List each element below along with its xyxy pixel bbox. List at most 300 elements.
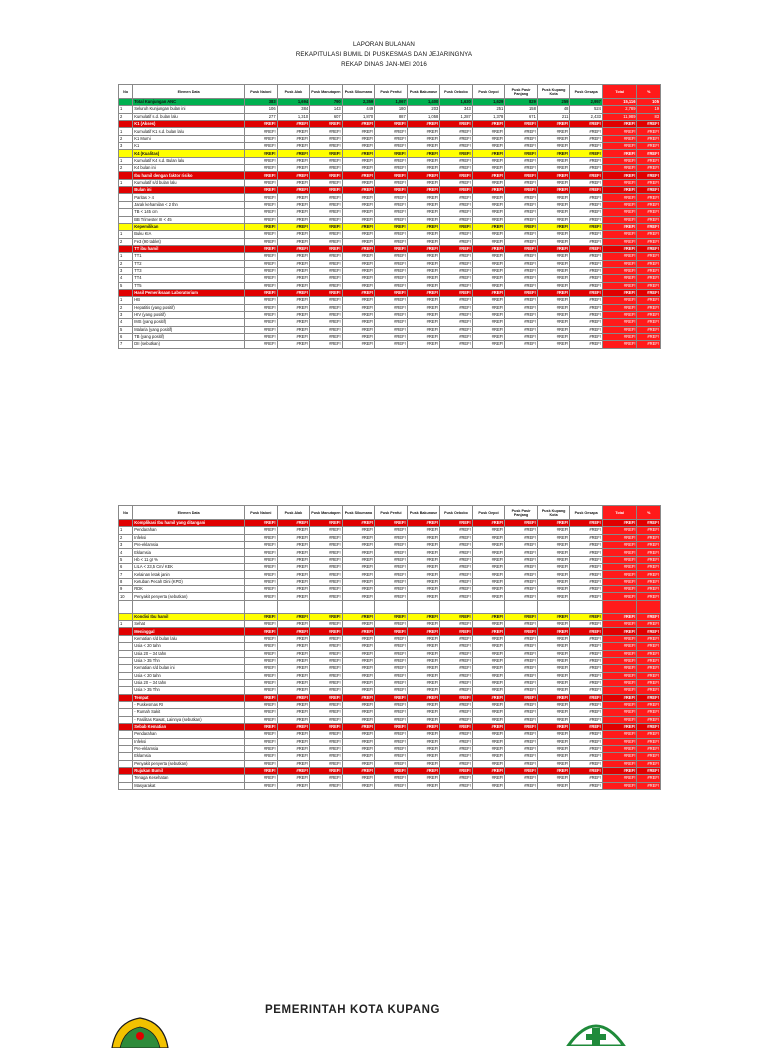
row-label: BB Trimester III < 45 <box>133 216 245 223</box>
cell-total: #REF! <box>602 549 637 556</box>
cell-percent: #REF! <box>637 768 661 775</box>
cell-total: 15,116 <box>602 99 637 106</box>
cell-pusk-oesapa: #REF! <box>570 672 603 679</box>
cell-pusk-manutapen: #REF! <box>310 738 343 745</box>
cell-pusk-oepoi: #REF! <box>472 282 505 289</box>
cell-pusk-sikumana: 2,359 <box>342 99 375 106</box>
cell-pusk-oesapa: #REF! <box>570 701 603 708</box>
cell-pusk-oesapa: #REF! <box>570 782 603 789</box>
cell-total: #REF! <box>602 775 637 782</box>
row-label: - Puskesmas RI <box>133 701 245 708</box>
cell-pusk-manutapen: #REF! <box>310 245 343 252</box>
cell-pusk-oepoi: #REF! <box>472 289 505 296</box>
cell-pusk-oesapa: #REF! <box>570 613 603 620</box>
row-number: 1 <box>119 157 133 164</box>
cell-percent: #REF! <box>637 694 661 701</box>
cell-pusk-bakunase: #REF! <box>407 201 440 208</box>
cell-percent: #REF! <box>637 260 661 267</box>
cell-pusk-bakunase: #REF! <box>407 753 440 760</box>
cell-pusk-oepoi: #REF! <box>472 760 505 767</box>
table-row <box>119 201 661 208</box>
cell-pusk-kupang-kota: #REF! <box>537 534 570 541</box>
row-label: Kumulatif s.d. bulan lalu <box>133 113 245 120</box>
column-header-pusk-oepoi: Pusk Oepoi <box>472 506 505 520</box>
row-number <box>119 121 133 128</box>
cell-pusk-sikumana: #REF! <box>342 150 375 157</box>
cell-pusk-naioni: #REF! <box>245 209 278 216</box>
cell-pusk-kupang-kota: #REF! <box>537 578 570 585</box>
cell-pusk-alak: #REF! <box>277 282 310 289</box>
cell-pusk-pasir-panjang: #REF! <box>505 150 538 157</box>
cell-pusk-kupang-kota: #REF! <box>537 311 570 318</box>
cell-pusk-oebobo: #REF! <box>440 520 473 527</box>
cell-pusk-kupang-kota: #REF! <box>537 135 570 142</box>
cell-percent: #REF! <box>637 738 661 745</box>
row-number: 1 <box>119 297 133 304</box>
cell-pusk-oebobo: #REF! <box>440 709 473 716</box>
row-number: 5 <box>119 556 133 563</box>
cell-pusk-alak: #REF! <box>277 549 310 556</box>
column-header-pusk-sikumana: Pusk Sikumana <box>342 85 375 99</box>
cell-pusk-naioni: #REF! <box>245 128 278 135</box>
row-label: Usia 20 – 34 tahn <box>133 650 245 657</box>
cell-pusk-oepoi: #REF! <box>472 179 505 186</box>
cell-total: #REF! <box>602 341 637 348</box>
table-row <box>119 564 661 571</box>
cell-total: #REF! <box>602 201 637 208</box>
cell-pusk-naioni: #REF! <box>245 701 278 708</box>
cell-pusk-penfui: #REF! <box>375 275 408 282</box>
cell-pusk-oepoi: #REF! <box>472 542 505 549</box>
cell-pusk-kupang-kota: #REF! <box>537 150 570 157</box>
cell-pusk-pasir-panjang: #REF! <box>505 334 538 341</box>
row-number <box>119 672 133 679</box>
cell-pusk-oebobo: #REF! <box>440 738 473 745</box>
cell-pusk-pasir-panjang: #REF! <box>505 527 538 534</box>
cell-pusk-manutapen: #REF! <box>310 157 343 164</box>
cell-pusk-naioni: #REF! <box>245 709 278 716</box>
cell-pusk-naioni: #REF! <box>245 571 278 578</box>
cell-pusk-oepoi: #REF! <box>472 150 505 157</box>
cell-percent: #REF! <box>637 216 661 223</box>
cell-pusk-manutapen: #REF! <box>310 143 343 150</box>
cell-pusk-naioni: #REF! <box>245 187 278 194</box>
cell-pusk-alak: #REF! <box>277 194 310 201</box>
row-label: Kelainan letak janin <box>133 571 245 578</box>
row-number <box>119 628 133 635</box>
row-number: 2 <box>119 260 133 267</box>
cell-pusk-naioni: #REF! <box>245 157 278 164</box>
cell-pusk-naioni: #REF! <box>245 593 278 600</box>
cell-pusk-kupang-kota: #REF! <box>537 723 570 730</box>
row-number <box>119 687 133 694</box>
row-label: TT1 <box>133 253 245 260</box>
row-label: TT2 <box>133 260 245 267</box>
cell-pusk-pasir-panjang: #REF! <box>505 297 538 304</box>
cell-pusk-naioni: #REF! <box>245 628 278 635</box>
cell-pusk-naioni: #REF! <box>245 223 278 230</box>
cell-pusk-bakunase: #REF! <box>407 621 440 628</box>
column-header-pusk-sikumana: Pusk Sikumana <box>342 506 375 520</box>
cell-pusk-naioni: #REF! <box>245 578 278 585</box>
cell-pusk-kupang-kota: #REF! <box>537 709 570 716</box>
cell-pusk-pasir-panjang: #REF! <box>505 564 538 571</box>
cell-pusk-alak: #REF! <box>277 782 310 789</box>
cell-percent: #REF! <box>637 716 661 723</box>
cell-pusk-oebobo: #REF! <box>440 694 473 701</box>
cell-pusk-sikumana: #REF! <box>342 216 375 223</box>
cell-pusk-penfui: #REF! <box>375 672 408 679</box>
cell-pusk-alak: #REF! <box>277 738 310 745</box>
cell-pusk-sikumana: #REF! <box>342 549 375 556</box>
cell-total: #REF! <box>602 216 637 223</box>
cell-pusk-naioni: #REF! <box>245 586 278 593</box>
row-number: 9 <box>119 586 133 593</box>
cell-pusk-naioni: #REF! <box>245 275 278 282</box>
table-row <box>119 643 661 650</box>
cell-pusk-oepoi: #REF! <box>472 216 505 223</box>
cell-percent: #REF! <box>637 534 661 541</box>
cell-pusk-sikumana: #REF! <box>342 341 375 348</box>
cell-pusk-kupang-kota: #REF! <box>537 326 570 333</box>
cell-pusk-penfui: #REF! <box>375 245 408 252</box>
cell-pusk-sikumana: #REF! <box>342 665 375 672</box>
row-label: Sehat <box>133 621 245 628</box>
cell-pusk-oesapa: #REF! <box>570 621 603 628</box>
cell-pusk-kupang-kota: #REF! <box>537 334 570 341</box>
cell-pusk-penfui: #REF! <box>375 520 408 527</box>
cell-pusk-penfui: #REF! <box>375 621 408 628</box>
cell-pusk-oebobo: #REF! <box>440 687 473 694</box>
cell-pusk-pasir-panjang: #REF! <box>505 679 538 686</box>
cell-pusk-penfui: #REF! <box>375 121 408 128</box>
cell-pusk-manutapen: #REF! <box>310 701 343 708</box>
cell-pusk-oepoi: #REF! <box>472 578 505 585</box>
cell-pusk-oepoi: #REF! <box>472 613 505 620</box>
cell-total: #REF! <box>602 556 637 563</box>
cell-pusk-oebobo: #REF! <box>440 187 473 194</box>
cell-pusk-oesapa: #REF! <box>570 150 603 157</box>
row-label: Hepatitis (yang positif) <box>133 304 245 311</box>
table-row <box>119 571 661 578</box>
cell-total: #REF! <box>602 782 637 789</box>
row-number <box>119 709 133 716</box>
cell-total: #REF! <box>602 731 637 738</box>
cell-pusk-oebobo: #REF! <box>440 723 473 730</box>
cell-pusk-oebobo: #REF! <box>440 782 473 789</box>
cell-pusk-oepoi: #REF! <box>472 223 505 230</box>
cell-pusk-manutapen: #REF! <box>310 260 343 267</box>
cell-pusk-manutapen: #REF! <box>310 297 343 304</box>
cell-pusk-naioni: #REF! <box>245 194 278 201</box>
cell-total: #REF! <box>602 150 637 157</box>
cell-pusk-sikumana: #REF! <box>342 701 375 708</box>
cell-pusk-oebobo: #REF! <box>440 179 473 186</box>
cell-pusk-naioni: #REF! <box>245 260 278 267</box>
cell-total: #REF! <box>602 334 637 341</box>
cell-pusk-alak: #REF! <box>277 201 310 208</box>
table-row <box>119 542 661 549</box>
table-row <box>119 275 661 282</box>
cell-pusk-bakunase: #REF! <box>407 157 440 164</box>
cell-pusk-bakunase: #REF! <box>407 775 440 782</box>
cell-pusk-kupang-kota: #REF! <box>537 165 570 172</box>
column-header-no: No <box>119 85 133 99</box>
cell-pusk-alak: #REF! <box>277 311 310 318</box>
cell-pusk-naioni: #REF! <box>245 216 278 223</box>
cell-pusk-naioni: #REF! <box>245 267 278 274</box>
row-label: TT5 <box>133 282 245 289</box>
cell-pusk-alak: #REF! <box>277 165 310 172</box>
row-number: 1 <box>119 231 133 238</box>
cell-pusk-kupang-kota: #REF! <box>537 775 570 782</box>
cell-pusk-pasir-panjang: #REF! <box>505 135 538 142</box>
cell-pusk-pasir-panjang: #REF! <box>505 760 538 767</box>
cell-percent: #REF! <box>637 143 661 150</box>
cell-percent: #REF! <box>637 650 661 657</box>
cell-pusk-bakunase: #REF! <box>407 694 440 701</box>
cell-pusk-naioni: #REF! <box>245 650 278 657</box>
cell-total: #REF! <box>602 209 637 216</box>
cell-pusk-alak: #REF! <box>277 297 310 304</box>
row-label: - Fasilitas Rawat, Lainnya (sebutkan) <box>133 716 245 723</box>
cell-pusk-naioni: #REF! <box>245 635 278 642</box>
table-row <box>119 613 661 620</box>
cell-pusk-sikumana: #REF! <box>342 297 375 304</box>
cell-total: #REF! <box>602 311 637 318</box>
cell-pusk-oesapa: #REF! <box>570 341 603 348</box>
table-row <box>119 593 661 600</box>
row-number: 8 <box>119 578 133 585</box>
cell-pusk-manutapen: #REF! <box>310 687 343 694</box>
cell-pusk-oesapa: #REF! <box>570 297 603 304</box>
cell-pusk-manutapen: #REF! <box>310 628 343 635</box>
cell-pusk-bakunase: #REF! <box>407 209 440 216</box>
cell-pusk-oesapa: #REF! <box>570 267 603 274</box>
cell-percent: #REF! <box>637 542 661 549</box>
table-row <box>119 106 661 113</box>
cell-pusk-bakunase: #REF! <box>407 578 440 585</box>
cell-pusk-penfui: 887 <box>375 113 408 120</box>
cell-pusk-kupang-kota: #REF! <box>537 319 570 326</box>
row-number <box>119 745 133 752</box>
cell-pusk-sikumana: #REF! <box>342 679 375 686</box>
cell-pusk-oebobo: #REF! <box>440 679 473 686</box>
cell-total: #REF! <box>602 520 637 527</box>
cell-pusk-bakunase: #REF! <box>407 542 440 549</box>
cell-pusk-oebobo: #REF! <box>440 672 473 679</box>
cell-pusk-pasir-panjang: #REF! <box>505 520 538 527</box>
row-label: Pendarahan <box>133 527 245 534</box>
cell-pusk-naioni: #REF! <box>245 549 278 556</box>
cell-pusk-oepoi: #REF! <box>472 556 505 563</box>
cell-pusk-pasir-panjang: #REF! <box>505 304 538 311</box>
cell-pusk-manutapen: #REF! <box>310 223 343 230</box>
cell-pusk-alak: #REF! <box>277 556 310 563</box>
table-header-row <box>119 85 661 99</box>
cell-percent: #REF! <box>637 635 661 642</box>
cell-pusk-penfui: #REF! <box>375 179 408 186</box>
row-label: Usia < 20 tahn <box>133 643 245 650</box>
cell-pusk-naioni: #REF! <box>245 564 278 571</box>
cell-pusk-oepoi: #REF! <box>472 723 505 730</box>
cell-pusk-manutapen: #REF! <box>310 709 343 716</box>
row-label: Infeksi <box>133 738 245 745</box>
cell-pusk-manutapen: 607 <box>310 113 343 120</box>
cell-total: #REF! <box>602 716 637 723</box>
cell-total: #REF! <box>602 143 637 150</box>
cell-total: #REF! <box>602 275 637 282</box>
cell-pusk-oesapa: #REF! <box>570 334 603 341</box>
column-header-pusk-penfui: Pusk Penfui <box>375 85 408 99</box>
cell-pusk-oepoi: #REF! <box>472 128 505 135</box>
cell-pusk-kupang-kota <box>537 600 570 613</box>
cell-pusk-oesapa: #REF! <box>570 556 603 563</box>
cell-pusk-penfui: #REF! <box>375 341 408 348</box>
cell-pusk-oepoi: #REF! <box>472 187 505 194</box>
cell-pusk-bakunase: #REF! <box>407 216 440 223</box>
cell-pusk-kupang-kota: #REF! <box>537 267 570 274</box>
cell-pusk-naioni: #REF! <box>245 304 278 311</box>
cell-pusk-oepoi: #REF! <box>472 165 505 172</box>
cell-total: #REF! <box>602 564 637 571</box>
cell-percent: #REF! <box>637 157 661 164</box>
cell-pusk-penfui: #REF! <box>375 135 408 142</box>
table-row <box>119 665 661 672</box>
cell-pusk-manutapen: #REF! <box>310 564 343 571</box>
cell-pusk-pasir-panjang: #REF! <box>505 172 538 179</box>
cell-pusk-manutapen: #REF! <box>310 657 343 664</box>
row-number: 4 <box>119 319 133 326</box>
cell-percent: #REF! <box>637 289 661 296</box>
table-row <box>119 334 661 341</box>
cell-pusk-manutapen: #REF! <box>310 593 343 600</box>
row-label: Pre-eklamsia <box>133 745 245 752</box>
cell-pusk-penfui: #REF! <box>375 716 408 723</box>
cell-pusk-manutapen: #REF! <box>310 267 343 274</box>
cell-pusk-bakunase: #REF! <box>407 143 440 150</box>
cell-pusk-pasir-panjang: #REF! <box>505 694 538 701</box>
row-number <box>119 635 133 642</box>
cell-pusk-penfui: #REF! <box>375 564 408 571</box>
footer-government-title: PEMERINTAH KOTA KUPANG <box>265 1004 441 1016</box>
cell-pusk-kupang-kota: #REF! <box>537 738 570 745</box>
cell-pusk-oesapa: #REF! <box>570 549 603 556</box>
cell-pusk-kupang-kota: #REF! <box>537 121 570 128</box>
cell-pusk-oesapa: #REF! <box>570 201 603 208</box>
cell-pusk-naioni: 277 <box>245 113 278 120</box>
cell-pusk-oebobo: #REF! <box>440 657 473 664</box>
cell-pusk-oebobo: #REF! <box>440 209 473 216</box>
cell-pusk-kupang-kota: #REF! <box>537 760 570 767</box>
cell-pusk-sikumana: #REF! <box>342 143 375 150</box>
cell-pusk-oebobo: #REF! <box>440 201 473 208</box>
cell-pusk-pasir-panjang: #REF! <box>505 238 538 245</box>
cell-pusk-oepoi: #REF! <box>472 593 505 600</box>
cell-total: #REF! <box>602 282 637 289</box>
cell-pusk-sikumana: #REF! <box>342 282 375 289</box>
cell-pusk-bakunase: #REF! <box>407 635 440 642</box>
cell-pusk-oesapa: #REF! <box>570 253 603 260</box>
cell-pusk-bakunase: #REF! <box>407 223 440 230</box>
cell-pusk-sikumana: #REF! <box>342 238 375 245</box>
row-label: Fe3 (90 tablet) <box>133 238 245 245</box>
row-number: 3 <box>119 542 133 549</box>
column-header-no: No <box>119 506 133 520</box>
cell-pusk-alak: #REF! <box>277 319 310 326</box>
cell-percent: #REF! <box>637 326 661 333</box>
cell-pusk-alak: #REF! <box>277 679 310 686</box>
cell-pusk-kupang-kota: #REF! <box>537 665 570 672</box>
cell-total: #REF! <box>602 628 637 635</box>
table-row <box>119 738 661 745</box>
cell-pusk-kupang-kota: 48 <box>537 106 570 113</box>
row-label: Ibu hamil dengan faktor risiko <box>133 172 245 179</box>
table-row <box>119 635 661 642</box>
cell-pusk-sikumana: #REF! <box>342 586 375 593</box>
cell-pusk-pasir-panjang: #REF! <box>505 245 538 252</box>
cell-pusk-alak: #REF! <box>277 223 310 230</box>
cell-pusk-alak: #REF! <box>277 172 310 179</box>
row-number <box>119 694 133 701</box>
cell-percent: #REF! <box>637 253 661 260</box>
row-number: 2 <box>119 534 133 541</box>
cell-total: #REF! <box>602 753 637 760</box>
row-label: Sebab Kematian <box>133 723 245 730</box>
cell-pusk-manutapen: #REF! <box>310 679 343 686</box>
cell-pusk-kupang-kota: #REF! <box>537 245 570 252</box>
cell-pusk-pasir-panjang: #REF! <box>505 143 538 150</box>
cell-pusk-manutapen: #REF! <box>310 745 343 752</box>
cell-pusk-oepoi: #REF! <box>472 334 505 341</box>
cell-percent: #REF! <box>637 731 661 738</box>
cell-pusk-kupang-kota: 211 <box>537 113 570 120</box>
cell-pusk-kupang-kota: #REF! <box>537 716 570 723</box>
cell-pusk-bakunase: #REF! <box>407 731 440 738</box>
cell-percent: 105 <box>637 99 661 106</box>
cell-pusk-alak: #REF! <box>277 245 310 252</box>
cell-pusk-penfui: #REF! <box>375 694 408 701</box>
cell-pusk-oepoi: #REF! <box>472 260 505 267</box>
row-number <box>119 289 133 296</box>
cell-total: #REF! <box>602 643 637 650</box>
cell-pusk-sikumana: #REF! <box>342 209 375 216</box>
column-header-elemen-data: Elemen Data <box>133 506 245 520</box>
cell-pusk-oebobo: #REF! <box>440 135 473 142</box>
column-header-pusk-alak: Pusk Alak <box>277 506 310 520</box>
cell-pusk-pasir-panjang: #REF! <box>505 782 538 789</box>
cell-percent: #REF! <box>637 745 661 752</box>
cell-pusk-sikumana: #REF! <box>342 267 375 274</box>
cell-percent: #REF! <box>637 760 661 767</box>
row-number <box>119 172 133 179</box>
cell-pusk-oepoi: #REF! <box>472 782 505 789</box>
cell-pusk-alak: #REF! <box>277 150 310 157</box>
cell-pusk-penfui: #REF! <box>375 775 408 782</box>
table-row <box>119 621 661 628</box>
table-row <box>119 260 661 267</box>
cell-pusk-penfui: #REF! <box>375 542 408 549</box>
cell-pusk-sikumana: #REF! <box>342 201 375 208</box>
cell-pusk-oepoi: #REF! <box>472 201 505 208</box>
cell-pusk-pasir-panjang: #REF! <box>505 267 538 274</box>
cell-pusk-penfui: #REF! <box>375 165 408 172</box>
cell-pusk-oesapa: #REF! <box>570 231 603 238</box>
column-header-elemen-data: Elemen Data <box>133 85 245 99</box>
cell-pusk-alak: #REF! <box>277 135 310 142</box>
cell-pusk-oepoi: #REF! <box>472 304 505 311</box>
row-number <box>119 216 133 223</box>
